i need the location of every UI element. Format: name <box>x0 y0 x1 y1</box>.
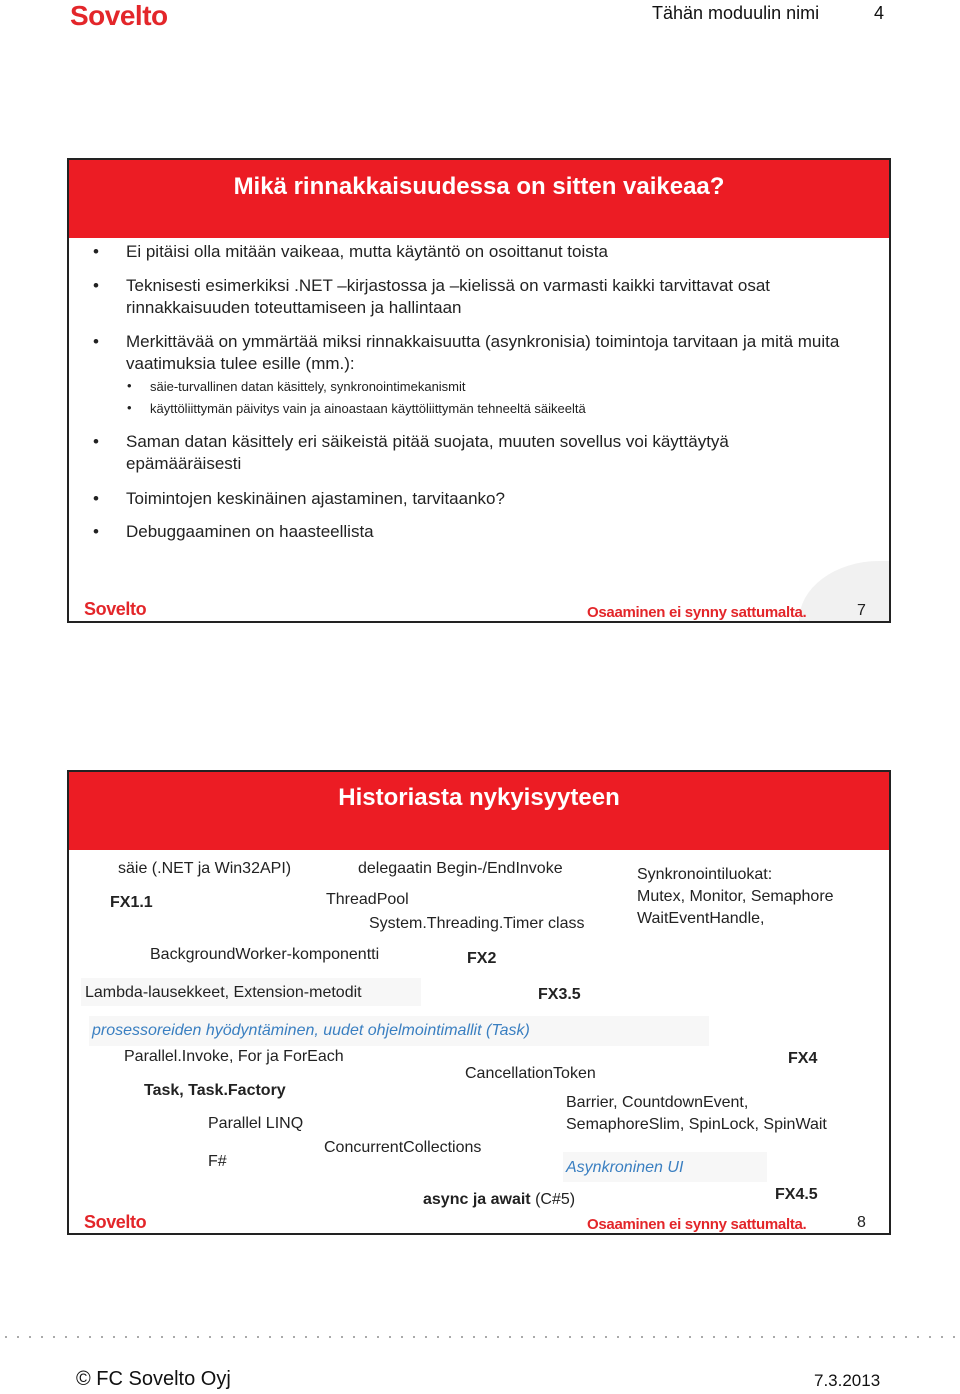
timeline-text: BackgroundWorker-komponentti <box>150 946 380 963</box>
version-label: FX3.5 <box>538 986 581 1003</box>
timeline-text <box>423 1191 575 1209</box>
timeline-text: SemaphoreSlim, SpinLock, SpinWait <box>566 1116 827 1133</box>
module-title: Tähän moduulin nimi <box>652 3 820 23</box>
version-label: FX4.5 <box>775 1186 818 1203</box>
timeline-text: System.Threading.Timer class <box>369 915 585 932</box>
slide-number: 8 <box>857 1214 866 1231</box>
timeline-text: prosessoreiden hyödyntäminen, uudet ohjelmointimallit (Task) <box>92 1022 530 1039</box>
sub-bullet-item: • käyttöliittymän päivitys vain ja ainoastaan käyttöliittymän tehneeltä säikeeltä <box>127 401 586 416</box>
timeline-text: Parallel LINQ <box>208 1115 304 1132</box>
slide-number: 7 <box>857 602 866 619</box>
dotted-separator <box>0 1336 960 1338</box>
slide-8 <box>67 770 891 1235</box>
timeline-text: Lambda-lausekkeet, Extension-metodit <box>85 984 362 1001</box>
timeline-text: Parallel.Invoke, For ja ForEach <box>124 1048 344 1065</box>
version-label: FX1.1 <box>110 894 153 911</box>
version-label: FX4 <box>788 1050 818 1067</box>
timeline-text: ThreadPool <box>326 891 409 908</box>
timeline-text: Barrier, CountdownEvent, <box>566 1094 749 1111</box>
slide-slogan: Osaaminen ei synny sattumalta. <box>587 604 807 621</box>
slide-slogan: Osaaminen ei synny sattumalta. <box>587 1216 807 1233</box>
timeline-text: säie (.NET ja Win32API) <box>118 860 292 877</box>
csharp5-text: (C#5) <box>535 1191 576 1208</box>
version-label: FX2 <box>467 950 497 967</box>
bullet-item: • Debuggaaminen on haasteellista <box>93 521 853 543</box>
timeline-text: Synkronointiluokat: <box>637 866 773 883</box>
copyright: © FC Sovelto Oyj <box>76 1368 231 1390</box>
page-number: 4 <box>874 3 885 23</box>
timeline-text: WaitEventHandle, <box>637 910 765 927</box>
bullet-item: • Saman datan käsittely eri säikeistä pitää suojata, muuten sovellus voi käyttäytyä epämääräisesti <box>93 431 833 475</box>
timeline-text: Mutex, Monitor, Semaphore <box>637 888 834 905</box>
bullet-item: • Merkittävää on ymmärtää miksi rinnakkaisuutta (asynkronisia) toimintoja tarvitaan ja mitä muita vaatimuksia tulee esille (mm.): <box>93 331 853 375</box>
page-date: 7.3.2013 <box>814 1371 881 1390</box>
bullet-item: • Ei pitäisi olla mitään vaikeaa, mutta käytäntö on osoittanut toista <box>93 241 853 263</box>
async-await-text: async ja await <box>423 1191 531 1208</box>
timeline-text: CancellationToken <box>465 1065 596 1082</box>
slide-title: Historiasta nykyisyyteen <box>69 772 889 850</box>
timeline-text: ConcurrentCollections <box>324 1139 482 1156</box>
timeline-text: delegaatin Begin-/EndInvoke <box>358 860 563 877</box>
sovelto-logo: Sovelto <box>70 0 168 31</box>
slide-corner-decoration <box>799 561 889 621</box>
slide-7 <box>67 158 891 623</box>
slide-footer-logo: Sovelto <box>84 599 147 619</box>
timeline-text: F# <box>208 1153 227 1170</box>
timeline-text: Task, Task.Factory <box>144 1082 286 1099</box>
sub-bullet-item: • säie-turvallinen datan käsittely, synkronointimekanismit <box>127 379 466 394</box>
slide-title: Mikä rinnakkaisuudessa on sitten vaikeaa? <box>69 160 889 238</box>
bullet-item: • Toimintojen keskinäinen ajastaminen, tarvitaanko? <box>93 488 853 510</box>
bullet-item: • Teknisesti esimerkiksi .NET –kirjastossa ja –kielissä on varmasti kaikki tarvittavat osat rinnakkaisuuden toteuttamiseen ja hallintaan <box>93 275 853 319</box>
slide-footer-logo: Sovelto <box>84 1212 147 1232</box>
timeline-text: Asynkroninen UI <box>566 1159 684 1176</box>
